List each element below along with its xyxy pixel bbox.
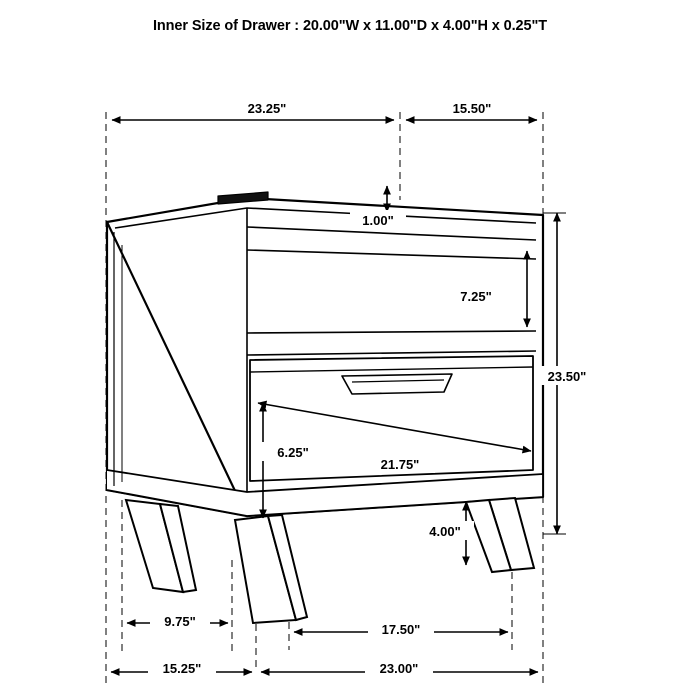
dim-top-right-depth: 15.50" bbox=[452, 101, 492, 116]
dim-leg-base-front: 9.75" bbox=[164, 614, 196, 629]
cabinet-body bbox=[107, 192, 543, 516]
page-title: Inner Size of Drawer : 20.00"W x 11.00"D x 4.00"H x 0.25"T bbox=[152, 18, 548, 34]
dim-shelf-opening-height: 7.25" bbox=[460, 289, 492, 304]
dim-bottom-left-width: 15.25" bbox=[162, 661, 202, 676]
dim-drawer-front-height: 6.25" bbox=[277, 445, 309, 460]
legs bbox=[126, 498, 534, 623]
dim-top-lip-height: 1.00" bbox=[362, 213, 394, 228]
dim-bottom-front-width: 23.00" bbox=[379, 661, 419, 676]
dim-top-left-width: 23.25" bbox=[247, 101, 287, 116]
dim-base-depth: 17.50" bbox=[381, 622, 421, 637]
dim-leg-height: 4.00" bbox=[429, 524, 461, 539]
dim-total-height: 23.50" bbox=[547, 369, 587, 384]
dim-drawer-front-width: 21.75" bbox=[380, 457, 420, 472]
